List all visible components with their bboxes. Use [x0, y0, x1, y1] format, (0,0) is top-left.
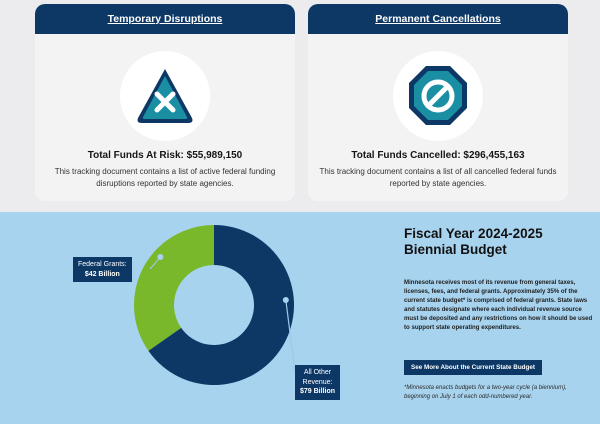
budget-description: Minnesota receives most of its revenue from general taxes, licenses, fees, and federal grants. Approximately 35% of the current state budget* is comprised of federal grants. State laws and statutes designate where each individual revenue source must be deposited and any restrictions on how it should be used to support state operating expenditures. — [404, 279, 593, 331]
revenue-donut-chart — [0, 212, 340, 424]
all-other-revenue-callout — [295, 365, 340, 400]
warning-x-icon — [120, 51, 210, 141]
card-header — [308, 4, 568, 34]
total-funds-at-risk: Total Funds At Risk: $55,989,150 — [87, 150, 243, 161]
donut-slice-federal-grants[interactable] — [134, 225, 214, 351]
title-line-1: Fiscal Year 2024-2025 — [404, 226, 543, 241]
total-funds-cancelled: Total Funds Cancelled: $296,455,163 — [351, 150, 525, 161]
donut-svg — [0, 212, 340, 424]
budget-section — [0, 212, 600, 424]
callout-value: $79 Billion — [300, 388, 336, 395]
federal-grants-leader-dot — [157, 254, 163, 260]
permanent-cancellations-card — [308, 4, 568, 201]
callout-value: $42 Billion — [84, 270, 120, 278]
cancel-octagon-icon — [393, 51, 483, 141]
temporary-disruptions-card — [35, 4, 295, 201]
see-more-budget-button[interactable]: See More About the Current State Budget — [404, 360, 542, 375]
fiscal-year-title — [404, 226, 543, 258]
temporary-disruptions-link[interactable]: Temporary Disruptions — [107, 13, 223, 25]
permanent-cancellations-link[interactable]: Permanent Cancellations — [375, 13, 501, 25]
card-description: This tracking document contains a list of all cancelled federal funds reported by state agencies. — [319, 167, 557, 188]
federal-grants-callout — [73, 257, 132, 282]
card-body — [35, 34, 295, 201]
card-body — [308, 34, 568, 201]
budget-footnote: *Minnesota enacts budgets for a two-year cycle (a biennium), beginning on July 1 of each odd-numbered year. — [404, 385, 567, 400]
callout-label: All Other Revenue: — [302, 369, 333, 386]
card-header — [35, 4, 295, 34]
callout-label: Federal Grants: — [78, 261, 127, 268]
all-other-revenue-leader-dot — [283, 297, 289, 303]
card-description: This tracking document contains a list of active federal funding disruptions reported by state agencies. — [54, 167, 276, 188]
title-line-2: Biennial Budget — [404, 242, 507, 257]
